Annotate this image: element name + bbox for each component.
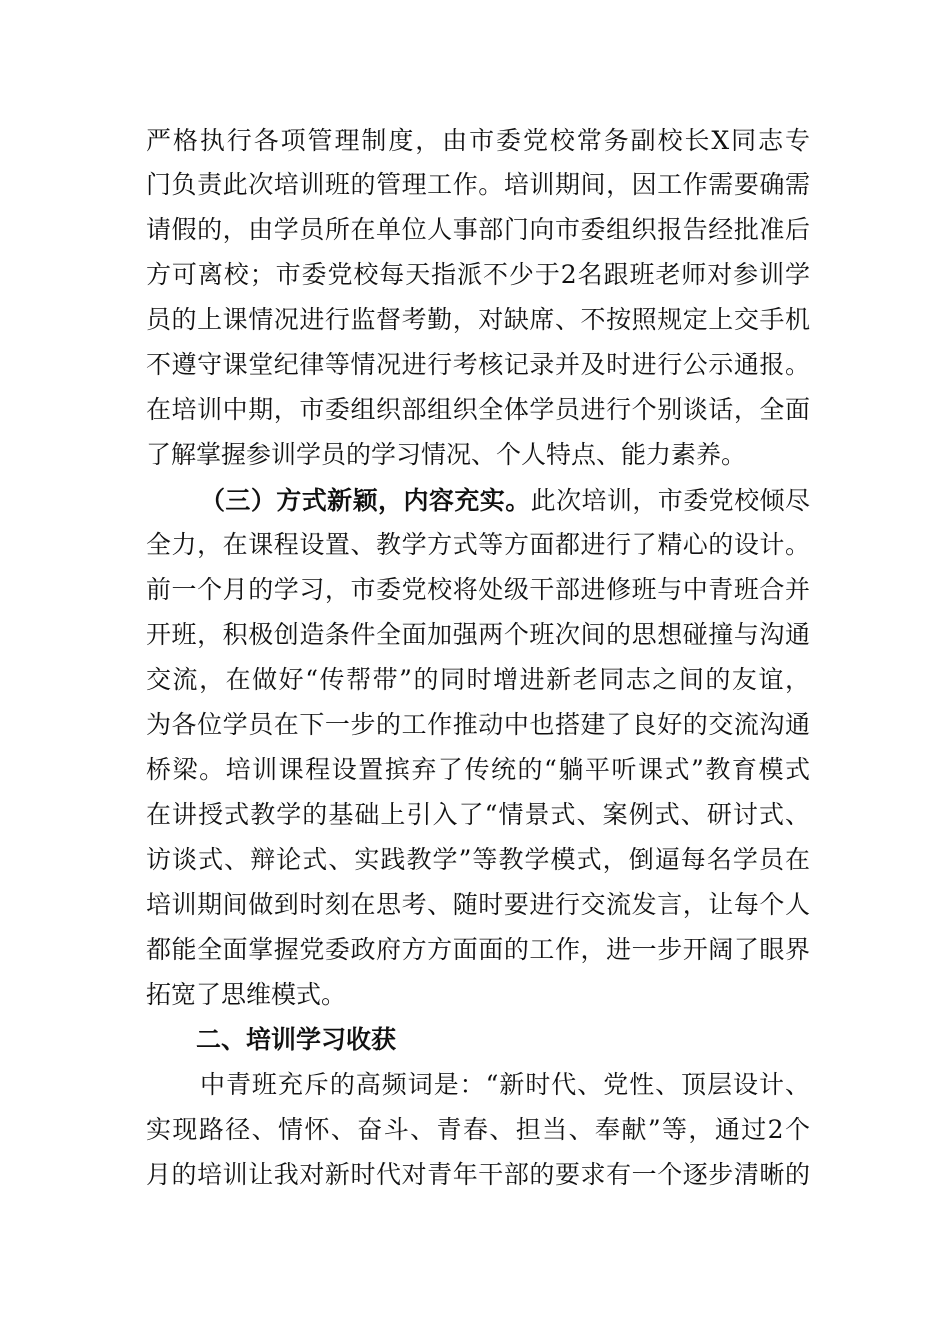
paragraph-line: 请假的，由学员所在单位人事部门向市委组织报告经批准后: [146, 215, 810, 244]
paragraph-line: 在讲授式教学的基础上引入了“情景式、案例式、研讨式、: [146, 800, 810, 829]
paragraph-line: 严格执行各项管理制度，由市委党校常务副校长X同志专: [146, 126, 810, 155]
part-heading: 二、培训学习收获: [196, 1025, 397, 1054]
paragraph-line: 桥梁。培训课程设置摈弃了传统的“躺平听课式”教育模式: [146, 755, 810, 784]
paragraph-line: 培训期间做到时刻在思考、随时要进行交流发言，让每个人: [146, 890, 810, 919]
paragraph-line: 拓宽了思维模式。: [146, 980, 347, 1009]
paragraph-line: 开班，积极创造条件全面加强两个班次间的思想碰撞与沟通: [146, 620, 810, 649]
paragraph-line: 都能全面掌握党委政府方方面面的工作，进一步开阔了眼界: [146, 935, 810, 964]
paragraph-line: 在培训中期，市委组织部组织全体学员进行个别谈话，全面: [146, 395, 810, 424]
paragraph-line: 实现路径、情怀、奋斗、青春、担当、奉献”等，通过2个: [146, 1115, 810, 1144]
paragraph-line: 前一个月的学习，市委党校将处级干部进修班与中青班合并: [146, 575, 810, 604]
paragraph-line: 月的培训让我对新时代对青年干部的要求有一个逐步清晰的: [146, 1160, 810, 1189]
section-heading: （三）方式新颖，内容充实。: [200, 486, 531, 515]
paragraph-line: 中青班充斥的高频词是：“新时代、党性、顶层设计、: [200, 1070, 810, 1099]
paragraph-line: 不遵守课堂纪律等情况进行考核记录并及时进行公示通报。: [146, 350, 810, 379]
paragraph-line: 了解掌握参训学员的学习情况、个人特点、能力素养。: [146, 440, 747, 469]
paragraph-line: 方可离校；市委党校每天指派不少于2名跟班老师对参训学: [146, 260, 810, 289]
paragraph-line: 交流，在做好“传帮带”的同时增进新老同志之间的友谊，: [146, 665, 810, 694]
paragraph-line: 员的上课情况进行监督考勤，对缺席、不按照规定上交手机: [146, 305, 810, 334]
paragraph-line: 访谈式、辩论式、实践教学”等教学模式，倒逼每名学员在: [146, 845, 810, 874]
section-text: 此次培训，市委党校倾尽: [530, 486, 810, 515]
section-heading-line: [200, 479, 810, 523]
paragraph-line: 为各位学员在下一步的工作推动中也搭建了良好的交流沟通: [146, 710, 810, 739]
paragraph-line: 门负责此次培训班的管理工作。培训期间，因工作需要确需: [146, 170, 810, 199]
paragraph-line: 全力，在课程设置、教学方式等方面都进行了精心的设计。: [146, 530, 810, 559]
